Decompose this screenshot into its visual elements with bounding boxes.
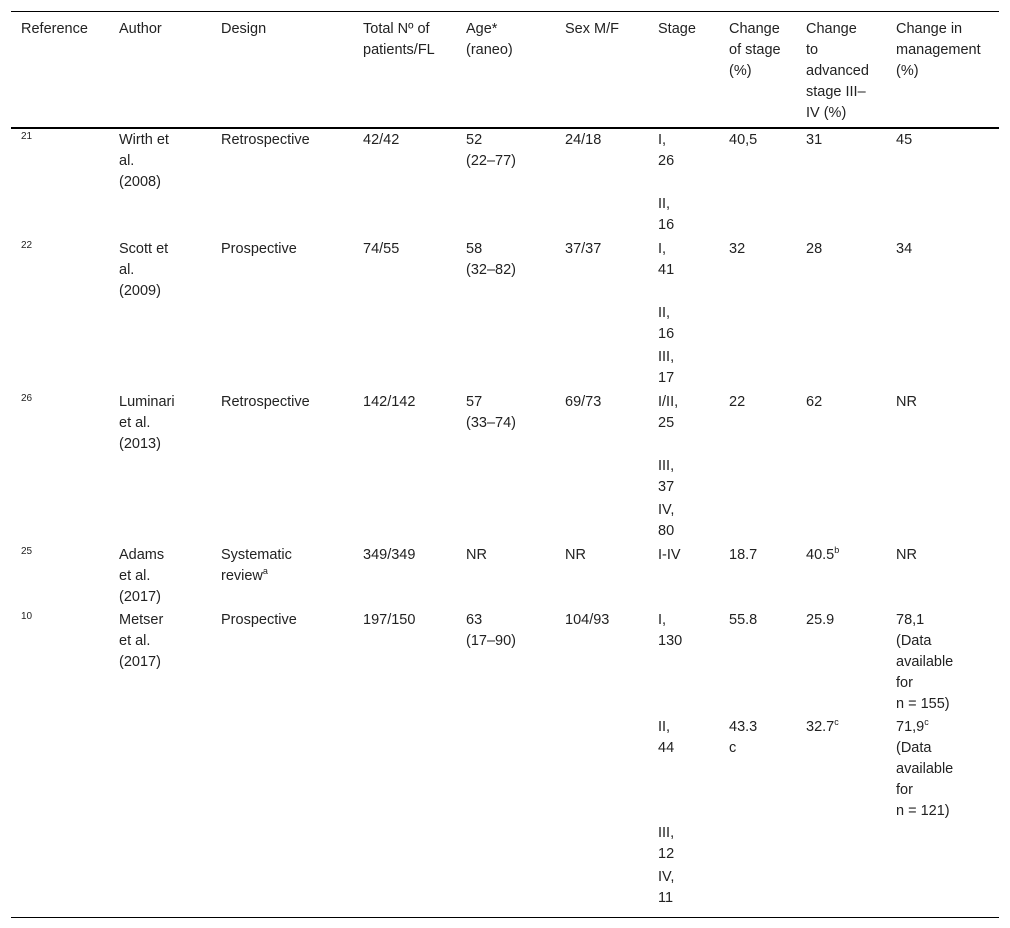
row-design: Retrospective: [221, 394, 310, 410]
row-total: 349/349: [363, 547, 416, 563]
row-author: Luminari: [119, 394, 175, 410]
row-change-advanced: 25.9: [806, 612, 835, 628]
row-stage: 11: [658, 890, 674, 906]
row-reference: 10: [21, 611, 33, 622]
row-change-management: 34: [896, 241, 913, 257]
row-change-management: NR: [896, 394, 917, 410]
header-change-advanced: to: [806, 42, 819, 58]
row-stage: I,: [658, 241, 667, 257]
row-author: Wirth et: [119, 132, 169, 148]
header-change-stage: Change: [729, 21, 780, 37]
row-reference: 26: [21, 393, 33, 404]
row-author: Adams: [119, 547, 165, 563]
row-sub-change-advanced-footnote: c: [834, 717, 839, 728]
row-sub-change-management: n = 121): [896, 803, 950, 819]
row-change-management: (Data: [896, 633, 932, 649]
row-stage: IV,: [658, 502, 675, 518]
header-age: Age*: [466, 21, 498, 37]
row-age: 58: [466, 241, 483, 257]
row-stage: 44: [658, 740, 675, 756]
header-design: Design: [221, 21, 267, 37]
header-change-advanced: Change: [806, 21, 857, 37]
row-total: 74/55: [363, 241, 400, 257]
row-stage: I/II,: [658, 394, 679, 410]
row-author: et al.: [119, 633, 151, 649]
row-age: (33–74): [466, 415, 516, 431]
row-sub-change-management: available: [896, 761, 954, 777]
row-stage: I-IV: [658, 547, 681, 563]
header-change-management: management: [896, 42, 981, 58]
row-sub-change-advanced-value: 32.7: [806, 719, 835, 735]
row-stage: 17: [658, 370, 675, 386]
row-age: 63: [466, 612, 483, 628]
row-stage: I,: [658, 132, 667, 148]
row-total: 197/150: [363, 612, 416, 628]
row-change-stage: 40,5: [729, 132, 758, 148]
row-change-stage: 22: [729, 394, 746, 410]
row-total: 142/142: [363, 394, 416, 410]
row-author: al.: [119, 153, 135, 169]
row-author: et al.: [119, 568, 151, 584]
row-change-stage: 32: [729, 241, 746, 257]
header-total: Total Nº of: [363, 21, 430, 37]
row-sub-change-advanced: [806, 717, 839, 738]
header-sex: Sex M/F: [565, 21, 619, 37]
row-author: (2017): [119, 654, 161, 670]
row-change-management: for: [896, 675, 913, 691]
row-change-advanced: 62: [806, 394, 823, 410]
row-stage: IV,: [658, 869, 675, 885]
row-stage: III,: [658, 458, 675, 474]
row-sex: 104/93: [565, 612, 610, 628]
row-change-management: n = 155): [896, 696, 950, 712]
row-stage: II,: [658, 719, 671, 735]
row-age: (22–77): [466, 153, 516, 169]
row-reference: 25: [21, 546, 33, 557]
row-age: NR: [466, 547, 487, 563]
row-design: Prospective: [221, 612, 297, 628]
row-author: (2013): [119, 436, 161, 452]
row-stage: 130: [658, 633, 683, 649]
row-stage: I,: [658, 612, 667, 628]
row-change-stage: 18.7: [729, 547, 758, 563]
row-change-advanced-value: 40.5: [806, 547, 835, 563]
header-change-advanced: stage III–: [806, 84, 866, 100]
row-change-advanced-footnote: b: [834, 545, 840, 556]
row-design: Systematic: [221, 547, 292, 563]
row-total: 42/42: [363, 132, 400, 148]
row-design-line2: [221, 566, 268, 587]
row-sex: 69/73: [565, 394, 602, 410]
row-sub-change-management: (Data: [896, 740, 932, 756]
row-stage: II,: [658, 196, 671, 212]
header-change-management: Change in: [896, 21, 963, 37]
header-divider: [11, 127, 999, 129]
header-reference: Reference: [21, 21, 88, 37]
row-age: 52: [466, 132, 483, 148]
row-age: (17–90): [466, 633, 516, 649]
row-age: 57: [466, 394, 483, 410]
row-sex: 24/18: [565, 132, 602, 148]
row-age: (32–82): [466, 262, 516, 278]
row-author: (2008): [119, 174, 161, 190]
row-change-advanced: [806, 545, 839, 566]
header-change-stage: of stage: [729, 42, 781, 58]
row-change-management: 78,1: [896, 612, 925, 628]
row-reference: 21: [21, 131, 33, 142]
row-author: Metser: [119, 612, 164, 628]
row-design: Prospective: [221, 241, 297, 257]
row-sex: NR: [565, 547, 586, 563]
results-table: [11, 11, 999, 918]
row-stage: 12: [658, 846, 675, 862]
header-author: Author: [119, 21, 162, 37]
row-stage: 26: [658, 153, 675, 169]
header-age: (raneo): [466, 42, 513, 58]
row-stage: 16: [658, 217, 675, 233]
row-change-management: 45: [896, 132, 913, 148]
header-change-advanced: IV (%): [806, 105, 847, 121]
row-sex: 37/37: [565, 241, 602, 257]
header-total: patients/FL: [363, 42, 435, 58]
row-author: et al.: [119, 415, 151, 431]
row-author: Scott et: [119, 241, 169, 257]
row-design: Retrospective: [221, 132, 310, 148]
row-change-advanced: 31: [806, 132, 823, 148]
row-sub-change-management: for: [896, 782, 913, 798]
row-change-advanced: 28: [806, 241, 823, 257]
row-change-stage: 55.8: [729, 612, 758, 628]
row-sub-change-management-value: 71,9: [896, 719, 925, 735]
row-sub-change-management: [896, 717, 929, 738]
row-change-management: available: [896, 654, 954, 670]
row-sub-change-management-footnote: c: [924, 717, 929, 728]
row-stage: 25: [658, 415, 675, 431]
row-stage: III,: [658, 825, 675, 841]
header-change-stage: (%): [729, 63, 752, 79]
row-reference: 22: [21, 240, 33, 251]
row-stage: 37: [658, 479, 675, 495]
row-stage: III,: [658, 349, 675, 365]
header-change-management: (%): [896, 63, 919, 79]
row-author: (2017): [119, 589, 161, 605]
row-design-line2-value: review: [221, 568, 263, 584]
row-stage: 41: [658, 262, 675, 278]
header-change-advanced: advanced: [806, 63, 869, 79]
row-stage: 16: [658, 326, 675, 342]
row-stage: 80: [658, 523, 675, 539]
row-author: (2009): [119, 283, 161, 299]
row-sub-change-stage: c: [729, 740, 737, 756]
row-design-line2-footnote: a: [262, 566, 268, 577]
row-change-management: NR: [896, 547, 917, 563]
header-stage: Stage: [658, 21, 696, 37]
row-author: al.: [119, 262, 135, 278]
row-stage: II,: [658, 305, 671, 321]
row-sub-change-stage: 43.3: [729, 719, 758, 735]
